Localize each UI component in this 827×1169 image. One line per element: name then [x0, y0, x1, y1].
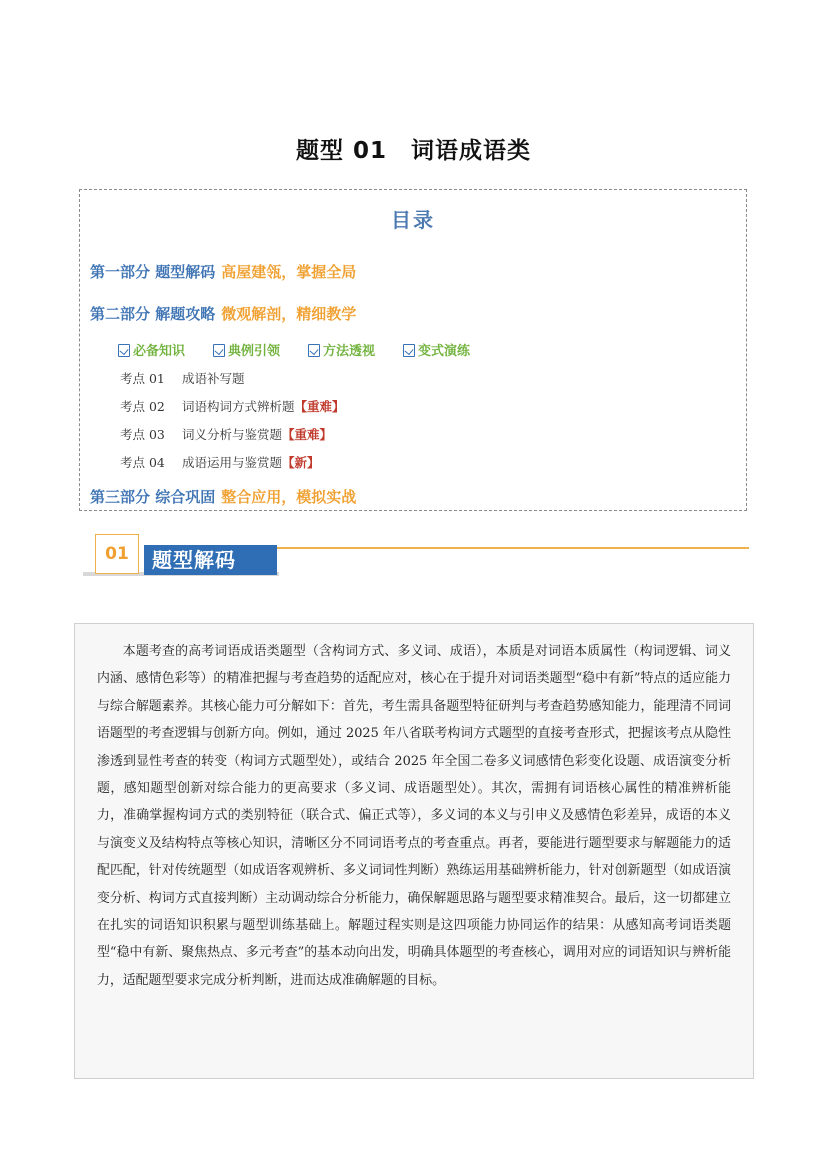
toc-part-1[interactable] [90, 261, 356, 282]
toc-part-2[interactable] [90, 303, 356, 324]
edit-doc-icon [403, 344, 415, 357]
kaodian-flag: 【新】 [282, 455, 320, 470]
kaodian-text: 词语构词方式辨析题 [182, 399, 295, 414]
kaodian-item-2[interactable] [120, 397, 345, 415]
tag-label: 变式演练 [418, 344, 471, 359]
tag-fangfa[interactable] [308, 340, 375, 359]
toc-heading: 目录 [391, 208, 435, 232]
tag-bibei[interactable] [118, 340, 185, 359]
kaodian-num: 考点 01 [120, 371, 165, 386]
toc-part-subtitle: 高屋建瓴，掌握全局 [221, 263, 357, 281]
toc-part-subtitle: 整合应用，模拟实战 [221, 488, 357, 506]
edit-doc-icon [308, 344, 320, 357]
tag-label: 方法透视 [323, 344, 376, 359]
tag-bianshi[interactable] [403, 340, 470, 359]
intro-paragraph: 本题考查的高考词语成语类题型（含构词方式、多义词、成语），本质是对词语本质属性（构词逻辑、词义内涵、感情色彩等）的精准把握与考查趋势的适配应对，核心在于提升对词语类题型“稳中有新”特点的适应能力与综合解题素养。其核心能力可分解如下：首先，考生需具备题型特征研判与考查趋势感知能力，能理清不同词语题型的考查逻辑与创新方向。例如，通过 2025 年八省联考构词方式题型的直接考查形式，把握该考点从隐性渗透到显性考查的转变（构词方式题型处），或结合 2025 年全国二卷多义词感情色彩变化设题、成语演变分析题，感知题型创新对综合能力的更高要求（多义词、成语题型处）。其次，需拥有词语核心属性的精准辨析能力，准确掌握构词方式的类别特征（联合式、偏正式等），多义词的本义与引申义及感情色彩差异，成语的本义与演变义及结构特点等核心知识，清晰区分不同词语考点的考查重点。再者，要能进行题型要求与解题能力的适配匹配，针对传统题型（如成语客观辨析、多义词词性判断）熟练运用基础辨析能力，针对创新题型（如成语演变分析、构词方式直接判断）主动调动综合分析能力，确保解题思路与题型要求精准契合。最后，这一切都建立在扎实的词语知识积累与题型训练基础上。解题过程实则是这四项能力协同运作的结果：从感知高考词语类题型“稳中有新、聚焦热点、多元考查”的基本动向出发，明确具体题型的考查核心，调用对应的词语知识与辨析能力，适配题型要求完成分析判断，进而达成准确解题的目标。 [97, 644, 731, 988]
section-name: 题型解码 [144, 545, 277, 575]
kaodian-num: 考点 04 [120, 455, 165, 470]
kaodian-flag: 【重难】 [294, 399, 345, 414]
table-of-contents [79, 189, 747, 511]
toc-tag-row [118, 340, 498, 359]
tag-label: 必备知识 [133, 344, 186, 359]
toc-part-3[interactable] [90, 486, 356, 507]
title-prefix: 题型 01 [295, 138, 387, 164]
kaodian-num: 考点 02 [120, 399, 165, 414]
kaodian-text: 词义分析与鉴赏题 [182, 427, 283, 442]
kaodian-text: 成语补写题 [182, 371, 245, 386]
kaodian-num: 考点 03 [120, 427, 165, 442]
kaodian-item-3[interactable] [120, 425, 332, 443]
intro-panel [74, 623, 754, 1079]
kaodian-flag: 【重难】 [282, 427, 333, 442]
edit-doc-icon [118, 344, 130, 357]
kaodian-item-1[interactable] [120, 369, 245, 387]
toc-part-label: 第二部分 解题攻略 [90, 305, 216, 323]
section-number: 01 [95, 534, 139, 574]
title-name: 词语成语类 [411, 138, 531, 164]
toc-part-label: 第三部分 综合巩固 [90, 488, 216, 506]
kaodian-item-4[interactable] [120, 453, 320, 471]
edit-doc-icon [213, 344, 225, 357]
page-title [0, 132, 827, 165]
tag-dianli[interactable] [213, 340, 280, 359]
section-header [79, 534, 749, 578]
kaodian-text: 成语运用与鉴赏题 [182, 455, 283, 470]
toc-part-subtitle: 微观解剖，精细教学 [221, 305, 357, 323]
toc-part-label: 第一部分 题型解码 [90, 263, 216, 281]
section-divider-line [277, 547, 749, 549]
tag-label: 典例引领 [228, 344, 281, 359]
